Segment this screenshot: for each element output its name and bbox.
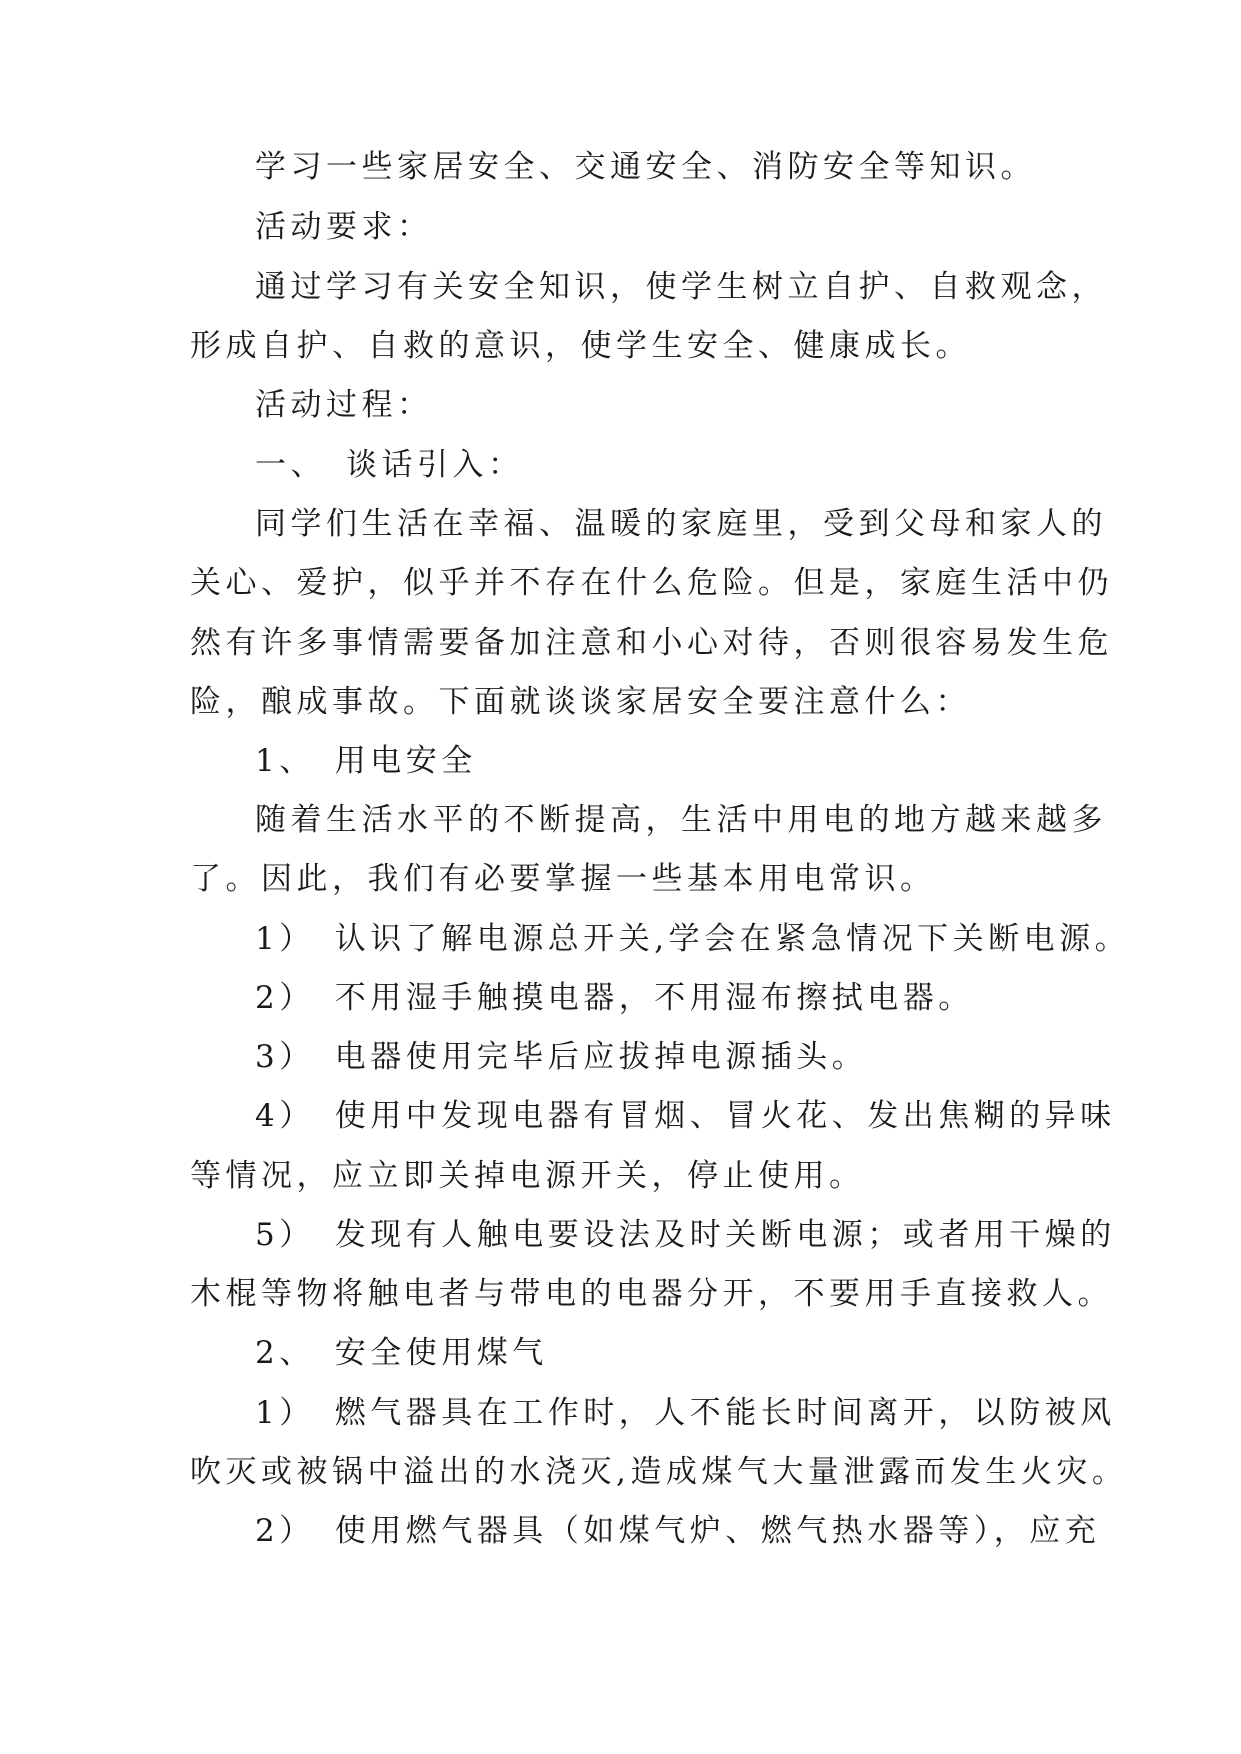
text-line-2: 活动要求： [255,209,433,245]
text-line-8: 关心、爱护，似乎并不存在什么危险。但是，家庭生活中仍 [190,565,1113,601]
text-line-20: 木棍等物将触电者与带电的电器分开，不要用手直接救人。 [190,1276,1113,1312]
text-line-22: 1） 燃气器具在工作时，人不能长时间离开，以防被风 [255,1395,1116,1431]
text-line-7: 同学们生活在幸福、温暖的家庭里，受到父母和家人的 [255,506,1107,542]
text-line-14: 1） 认识了解电源总开关,学会在紧急情况下关断电源。 [255,921,1131,957]
text-line-15: 2） 不用湿手触摸电器，不用湿布擦拭电器。 [255,980,974,1016]
text-line-16: 3） 电器使用完毕后应拔掉电源插头。 [255,1039,868,1075]
text-line-12: 随着生活水平的不断提高，生活中用电的地方越来越多 [255,802,1107,838]
text-line-18: 等情况，应立即关掉电源开关，停止使用。 [190,1158,865,1194]
text-line-19: 5） 发现有人触电要设法及时关断电源；或者用干燥的 [255,1217,1116,1253]
text-line-23: 吹灭或被锅中溢出的水浇灭,造成煤气大量泄露而发生火灾。 [190,1454,1128,1490]
text-line-10: 险，酿成事故。下面就谈谈家居安全要注意什么： [190,684,971,720]
text-line-1: 学习一些家居安全、交通安全、消防安全等知识。 [255,149,1036,185]
text-line-13: 了。因此，我们有必要掌握一些基本用电常识。 [190,861,936,897]
text-line-9: 然有许多事情需要备加注意和小心对待，否则很容易发生危 [190,625,1113,661]
text-line-24: 2） 使用燃气器具（如煤气炉、燃气热水器等），应充 [255,1513,1101,1549]
text-line-21: 2、 安全使用煤气 [255,1335,548,1371]
text-line-4: 形成自护、自救的意识，使学生安全、健康成长。 [190,328,971,364]
text-line-6: 一、 谈话引入： [255,447,524,483]
text-line-11: 1、 用电安全 [255,743,477,779]
text-line-17: 4） 使用中发现电器有冒烟、冒火花、发出焦糊的异味 [255,1098,1116,1134]
text-line-5: 活动过程： [255,387,433,423]
text-line-3: 通过学习有关安全知识，使学生树立自护、自救观念， [255,269,1107,305]
